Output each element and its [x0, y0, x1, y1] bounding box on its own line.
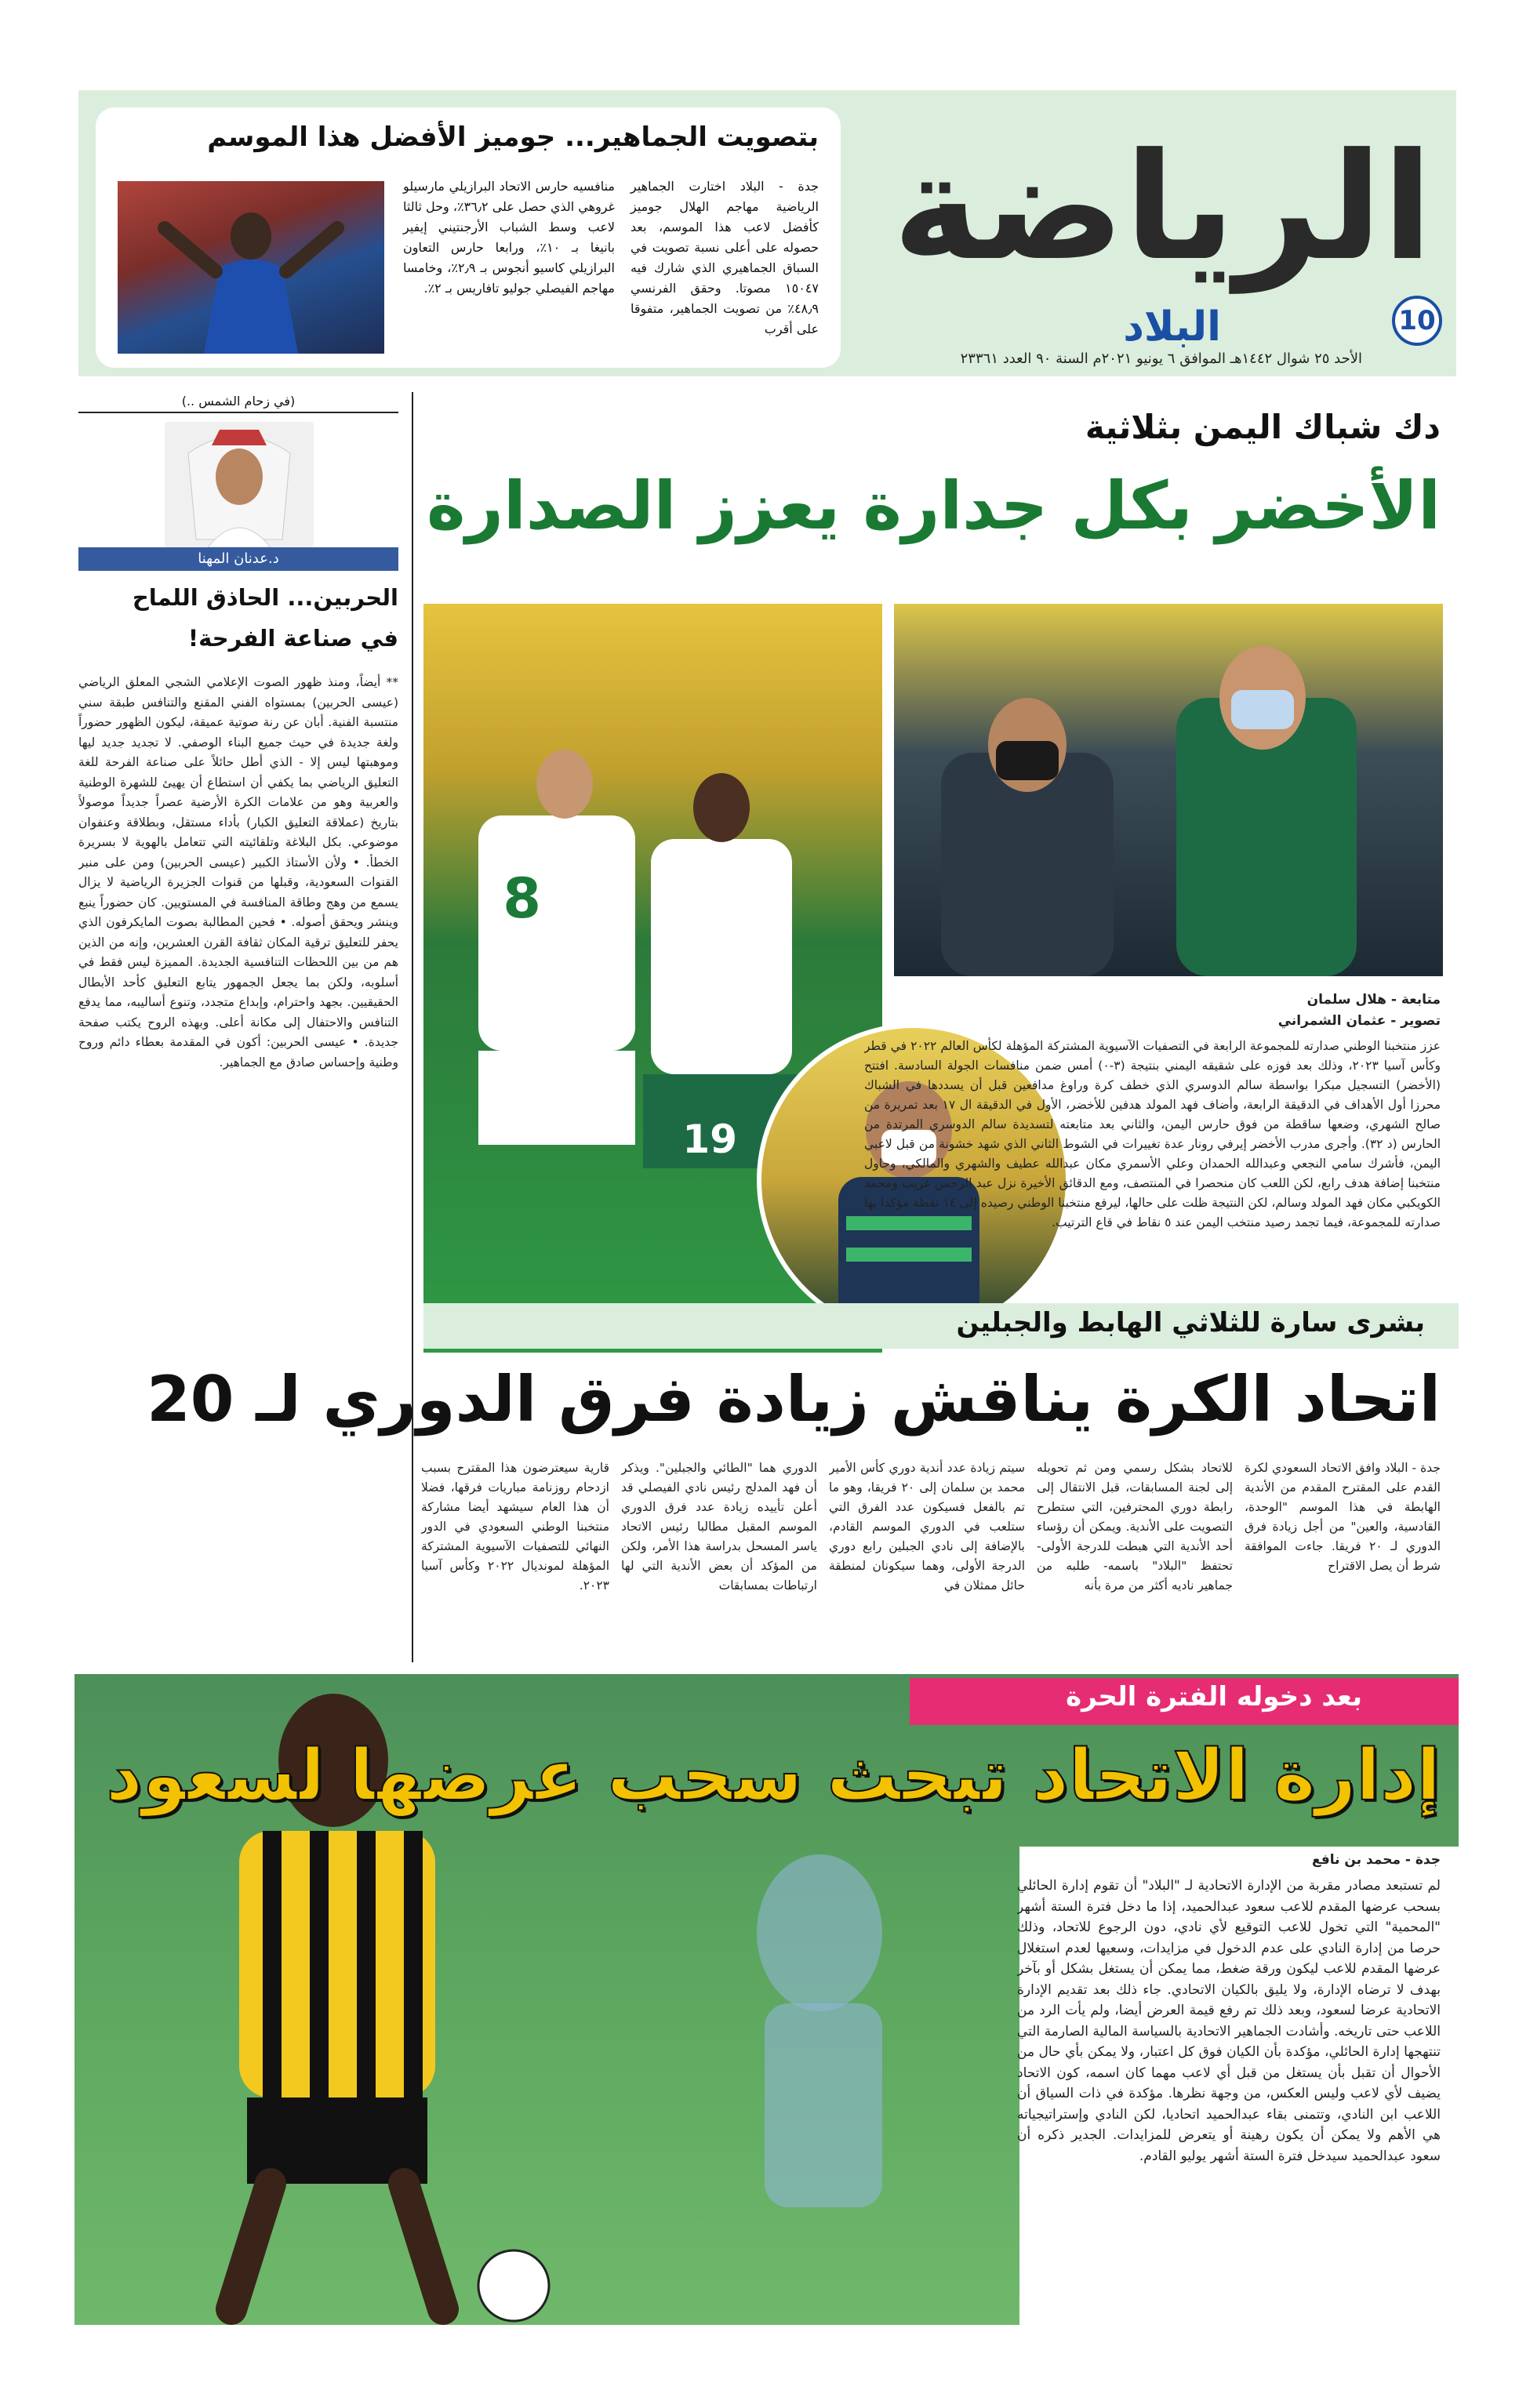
column-title-line-2: في صناعة الفرحة!	[187, 625, 398, 652]
story1-headline: الأخضر بكل جدارة يعزز الصدارة	[427, 467, 1441, 544]
story3-kicker: بعد دخوله الفترة الحرة	[1066, 1681, 1362, 1712]
svg-text:8: 8	[503, 866, 541, 931]
dateline: الأحد ٢٥ شوال ١٤٤٢هـ الموافق ٦ يونيو ٢٠٢١م السنة ٩٠ العدد ٢٣٣٦١	[960, 350, 1362, 367]
story2-column-5: قارية سيعترضون هذا المقترح بسبب ازدحام روزنامة مباريات فرقها، فضلا أن هذا العام سيشهد أيضا مشاركة منتخبنا الوطني السعودي في الدور النهائي للتصفيات الآسيوية المشتركة المؤهلة لمونديال ٢٠٢٢ وكأس آسيا ٢٠٢٣.	[421, 1461, 609, 1593]
author-photo	[165, 422, 314, 547]
author-avatar-icon	[165, 422, 314, 547]
column-body: ** أيضاً، ومنذ ظهور الصوت الإعلامي الشجي المعلق الرياضي (عيسى الحربين) بمستواه الفني المقنع والتنافس طبقة سني منتسبة الفنية. أبان عن رنة صوتية عميقة، ليكون الظهور حضوراً ولغة جديدة في حيث جميع البناء الوصفي. لا تجديد جديد ليها وموهبتها ليس إلا - الذي أطل حائلاً على صناعة الفرحة للغة التعليق الرياضي بما يكفي أن استطاع أن يهيئ للشهرة الوطنية والعربية وهو من علامات الكرة الأرضية عصراً جديداً موصولاً بتاريخ (عملاقة التعليق الكبار) بأداء مستقل، وبطلاقة وعنفوان موضوعي. بكل البلاغة وتلقائيته التي تتعامل بالهوية لا بسريرة الخطأ. • ولأن الأستاذ الكبير (عيسى الحربين) ومن على منبر القنوات السعودية، وقبلها من قنوات الجزيرة الرياضية لا يزال يسمع من وهج وطاقة المنافسة في المستويين. كان حضوراً ينبع وينشر ويحقق أصوله. • فحين المطالبة بصوت المايكرفون الذي يحفر للتعليق ترقية المكان ثقافة القرن العشرين، وإنه من الذين هم من بين اللحظات التنافسية الجديدة. المميزة ليس فقط في أسلوبه، ولكن بما يجعل الجمهور يتابع التعليق كأحد الأبطال الحقيقيين. بجهد واحترام، وإبداع متجدد، وتنوع أساليبه، مما يدفع التنافس والاحتفال إلى مكانة أعلى. وبهذه الروح يكتب صفحة جديدة. • عيسى الحربين: أكون في المقدمة بعطاء دائم وروح وطنية وإحساس صادق مع الجماهير.	[78, 675, 398, 1070]
sub-brand-logo: البلاد	[1123, 303, 1221, 350]
story2-kicker: بشرى سارة للثلاثي الهابط والجبلين	[956, 1307, 1425, 1338]
promo-column-2: منافسيه حارس الاتحاد البرازيلي مارسيلو غروهي الذي حصل على ٣٦٫٢٪، وحل ثالثا لاعب وسط الشباب الأرجنتيني إيفير بانيغا بـ ١٠٪، ورابعا حارس التعاون البرازيلي كاسيو أنجوس بـ ٢٫٩٪، وخامسا مهاجم الفيصلي جوليو تافاريس بـ ٢٪.	[403, 179, 616, 296]
story1-credit-2: تصوير - عثمان الشمراني	[1277, 1013, 1441, 1029]
story3-body: لم تستبعد مصادر مقربة من الإدارة الاتحادية لـ "البلاد" أن تقوم إدارة الحائلي بسحب عرضها المقدم للاعب سعود عبدالحميد، إذا ما دخل فترة الستة أشهر "المحمية" التي تخول للاعب التوقيع لأي نادي، دون الرجوع للاتحاد، وذلك حرصا من إدارة النادي على عدم الدخول في مزايدات، وسعيها لعدم استغلال عرضها المقدم للاعب ليكون ورقة ضغط، مما يمكن أن يستغل بشكل أو بآخر بهدف لا ترضاه الإدارة، ولا يليق بالكيان الاتحادي. جاء ذلك بعد تقديم الإدارة الاتحادية عرضا لسعود، وبعد ذلك تم رفع قيمة العرض أيضا، ولم يأت الرد من اللاعب حتى تاريخه. وأشادت الجماهير الاتحادية بالسياسة المالية الصارمة التي تنتهجها إدارة الحائلي، مؤكدة بأن الكيان فوق كل اعتبار، ولا يمكن بأي حال من الأحوال أن تقبل بأن يستغل من قبل أي لاعب مهما كان اسمه، كون الاتحاد يضيف لأي لاعب وليس العكس، من وجهة نظرها. مؤكدة في ذات السياق أن اللاعب ابن النادي، وتتمنى بقاء عبدالحميد اتحاديا، لكن النادي وإستراتيجياته هي الأهم ولا يمكن أن يكون رهينة أو يتعرض للمزايدات. الجدير ذكره أن سعود عبدالحميد سيدخل فترة الستة أشهر يوليو القادم.	[1017, 1878, 1441, 2164]
promo-headline: بتصويت الجماهير... جوميز الأفضل هذا الموسم	[207, 122, 819, 153]
page-number-badge: 10	[1392, 296, 1442, 346]
masthead	[78, 90, 1456, 376]
story2-column-2: للاتحاد بشكل رسمي ومن ثم تحويله إلى لجنة المسابقات، قبل الانتقال إلى رابطة دوري المحترفين، التي ستطرح التصويت على الأندية. ويمكن أن رؤساء أحد الأندية التي هبطت للدرجة الأولى- تحتفظ "البلاد" باسمه- طلبه من جماهير ناديه أكثر من مرة بأنه	[1037, 1461, 1233, 1593]
promo-column-1: جدة - البلاد اختارت الجماهير الرياضية مهاجم الهلال جوميز كأفضل لاعب هذا الموسم، بعد حصوله على أعلى نسبة تصويت في السباق الجماهيري الذي شارك فيه ١٥٠٤٧ مصوتا. وحقق الفرنسي ٤٨٫٩٪ من تصويت الجماهير، متفوقا على أقرب	[630, 179, 819, 336]
newspaper-logo: الرياضة	[892, 122, 1433, 293]
fans-photo	[894, 604, 1443, 976]
player-silhouette-icon	[118, 181, 384, 354]
story2-column-1: جدة - البلاد وافق الاتحاد السعودي لكرة القدم على المقترح المقدم من الأندية الهابطة في هذا الموسم "الوحدة، القادسية، والعين" من أجل زيادة فرق الدوري لـ ٢٠ فريقا. جاءت الموافقة شرط أن يصل الاقتراح	[1245, 1461, 1441, 1573]
svg-text:19: 19	[682, 1117, 737, 1162]
column-title-line-1: الحربين... الحاذق اللماح	[132, 584, 398, 611]
masked-fans-icon	[894, 604, 1443, 976]
story1-body: عزز منتخبنا الوطني صدارته للمجموعة الرابعة في التصفيات الآسيوية المشتركة المؤهلة لكأس العالم ٢٠٢٢ في قطر وكأس آسيا ٢٠٢٣، وذلك بعد فوزه على شقيقه اليمني بنتيجة (٣-٠) أمس ضمن منافسات الجولة السادسة. افتتح (الأخضر) التسجيل مبكرا بواسطة سالم الدوسري الذي خطف كرة وراوغ مدافعين قبل أن يسددها في الشباك محرزا أول الأهداف في الدقيقة الرابعة، وأضاف فهد المولد هدفين للأخضر، الأول في الدقيقة ال ١٧ بعد تمريرة من صالح الشهري، وضعها ساقطة من فوق حارس اليمن، والثاني بعد متابعته لتسديدة سالم الدوسري المرتدة من الحارس (د ٣٢). وأجرى مدرب الأخضر إيرفي رونار عدة تغييرات في الشوط الثاني الذي شهد خشونة من قبل لاعبي اليمن، فأشرك سامي النجعي وعبدالله الحمدان وعلي الأسمري مكان عبدالله عطيف والشهري والمالكي، وحاول منتخبنا إضافة هدف رابع، لكن اللعب كان منحصرا في المنتصف، ومع الدقائق الأخيرة نزل عبد الرحمن غريب ومحمد الكويكبي مكان فهد المولد وسالم، لكن النتيجة ظلت على حالها، ليرفع منتخبنا الوطني رصيده إلى ١٤ نقطة مؤكدا بها صدارته للمجموعة، فيما تجمد رصيد منتخب اليمن عند ٥ نقاط في قاع الترتيب.	[864, 1039, 1441, 1229]
author-name: د.عدنان المهنا	[78, 547, 398, 571]
promo-box	[96, 107, 841, 368]
story2-headline: اتحاد الكرة يناقش زيادة فرق الدوري لـ 20	[147, 1363, 1441, 1436]
story2-column-3: سيتم زيادة عدد أندية دوري كأس الأمير محمد بن سلمان إلى ٢٠ فريقا، وهو ما تم بالفعل فسيكون عدد الفرق التي ستلعب في الدوري الموسم القادم، بالإضافة إلى نادي الجبلين رابع دوري الدرجة الأولى، وهما سيكونان لمنطقة حائل ممثلان في	[829, 1461, 1025, 1593]
opinion-column	[78, 394, 398, 1664]
story3-byline: جدة - محمد بن نافع	[1311, 1852, 1441, 1868]
gomis-photo	[118, 181, 384, 354]
column-divider	[412, 392, 413, 1662]
story1-kicker: دك شباك اليمن بثلاثية	[1085, 408, 1441, 446]
story2-column-4: الدوري هما "الطائي والجبلين". ويذكر أن فهد المدلج رئيس نادي الفيصلي قد أعلن تأييده زيادة عدد فرق الدوري الموسم المقبل مطالبا رئيس الاتحاد ياسر المسحل بدراسة هذا الأمر، ولكن من المؤكد أن بعض الأندية التي لها ارتباطات بمسابقات	[621, 1461, 817, 1593]
story3-headline: إدارة الاتحاد تبحث سحب عرضها لسعود	[106, 1734, 1441, 1817]
story1-credit-1: متابعة - هلال سلمان	[1306, 992, 1441, 1008]
column-name: (في زحام الشمس ..)	[78, 394, 398, 413]
